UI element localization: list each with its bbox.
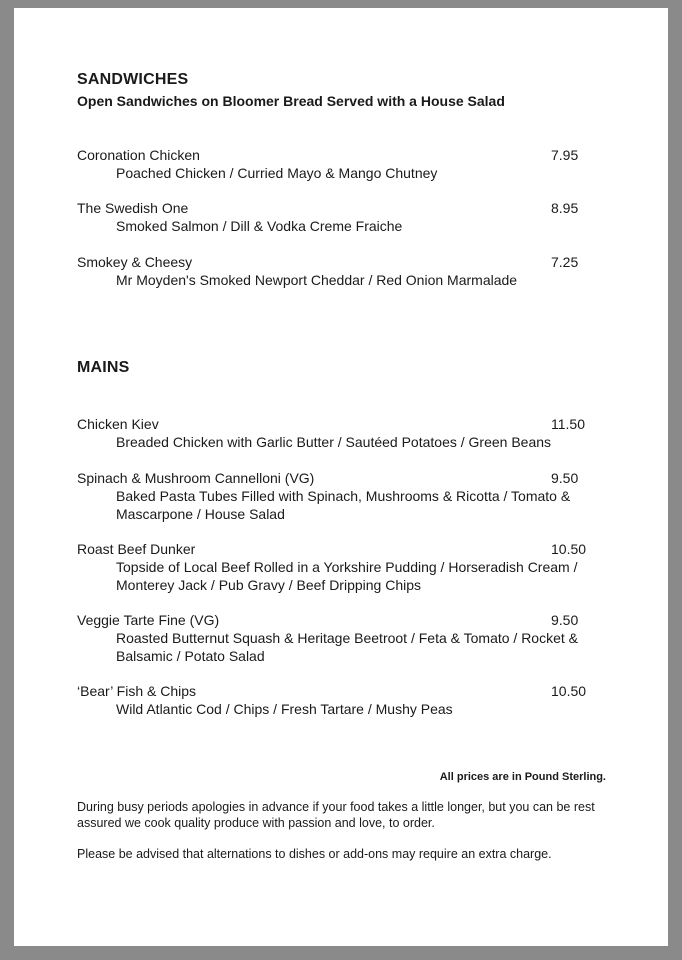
menu-item xyxy=(77,415,587,451)
item-description: Wild Atlantic Cod / Chips / Fresh Tartare / Mushy Peas xyxy=(116,701,453,717)
item-description: Topside of Local Beef Rolled in a Yorkshire Pudding / Horseradish Cream / Monterey Jack / Pub Gravy / Beef Dripping Chips xyxy=(116,559,578,593)
extra-charge-note: Please be advised that alternations to dishes or add-ons may require an extra charge. xyxy=(77,847,552,861)
item-name: The Swedish One xyxy=(77,200,189,216)
menu-item xyxy=(77,540,587,594)
item-price: 10.50 xyxy=(551,541,587,557)
item-description: Baked Pasta Tubes Filled with Spinach, Mushrooms & Ricotta / Tomato & Mascarpone / House Salad xyxy=(116,488,571,522)
item-price: 8.95 xyxy=(551,200,579,216)
item-description: Roasted Butternut Squash & Heritage Beetroot / Feta & Tomato / Rocket & Balsamic / Potato Salad xyxy=(116,630,578,664)
item-name: Chicken Kiev xyxy=(77,416,159,432)
menu-item xyxy=(77,682,587,718)
item-price: 7.25 xyxy=(551,254,579,270)
item-price: 9.50 xyxy=(551,612,579,628)
item-name: Coronation Chicken xyxy=(77,147,200,163)
menu-item xyxy=(77,199,587,235)
menu-item xyxy=(77,146,587,182)
item-name: ‘Bear’ Fish & Chips xyxy=(77,683,197,699)
busy-periods-note: During busy periods apologies in advance if your food takes a little longer, but you can be rest assured we cook quality produce with passion and love, to order. xyxy=(77,800,595,830)
menu-item xyxy=(77,253,587,289)
currency-note: All prices are in Pound Sterling. xyxy=(439,771,606,783)
item-name: Spinach & Mushroom Cannelloni (VG) xyxy=(77,470,315,486)
menu-item xyxy=(77,611,587,665)
item-price: 11.50 xyxy=(551,416,585,432)
menu-item xyxy=(77,469,587,523)
item-price: 7.95 xyxy=(551,147,579,163)
item-name: Smokey & Cheesy xyxy=(77,254,193,270)
item-price: 9.50 xyxy=(551,470,579,486)
menu-page xyxy=(14,8,668,946)
sandwiches-subtitle: Open Sandwiches on Bloomer Bread Served with a House Salad xyxy=(77,93,505,109)
item-name: Roast Beef Dunker xyxy=(77,541,196,557)
item-description: Poached Chicken / Curried Mayo & Mango Chutney xyxy=(116,165,438,181)
item-description: Smoked Salmon / Dill & Vodka Creme Fraiche xyxy=(116,218,403,234)
item-price: 10.50 xyxy=(551,683,587,699)
item-name: Veggie Tarte Fine (VG) xyxy=(77,612,220,628)
item-description: Breaded Chicken with Garlic Butter / Sautéed Potatoes / Green Beans xyxy=(116,434,552,450)
mains-heading: MAINS xyxy=(77,359,130,376)
item-description: Mr Moyden's Smoked Newport Cheddar / Red Onion Marmalade xyxy=(116,272,518,288)
sandwiches-heading: SANDWICHES xyxy=(77,71,189,88)
